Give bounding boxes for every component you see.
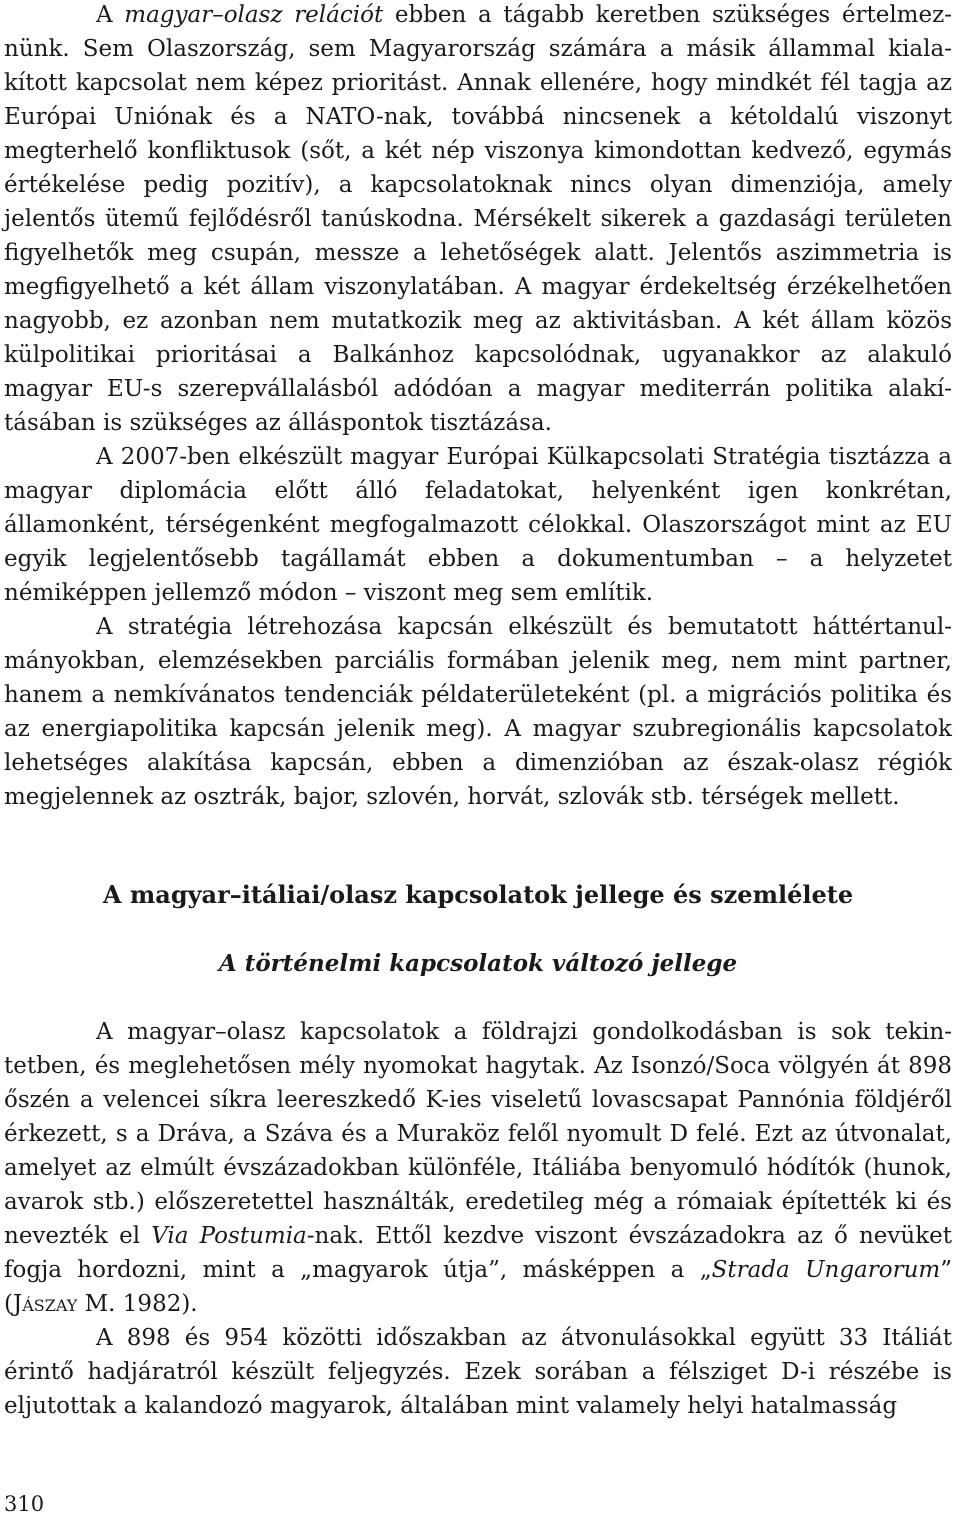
italic-run: Via Postumia xyxy=(151,1223,307,1249)
top-body-text xyxy=(4,0,952,814)
text-run: A 2007-ben elkészült magyar Európai Külkapcsolati Stratégia tisztázza a magyar diplomácia előtt álló feladatokat, helyenként igen konkrétan, államonként, térségenként megfogalmazott célokkal. Olaszországot mint az EU egyik legjelentősebb tagállamát ebben a dokumentumban – a helyzetet némiképpen jellemző módon – viszont meg sem említik. xyxy=(4,444,952,606)
bottom-body-text xyxy=(4,1015,952,1423)
text-run: M. 1982). xyxy=(77,1291,198,1317)
paragraph-1 xyxy=(4,0,952,440)
paragraph-2 xyxy=(4,440,952,610)
section-subheading: A történelmi kapcsolatok változó jellege xyxy=(218,950,738,977)
paragraph-3 xyxy=(4,610,952,814)
text-run: ebben a tágabb keretben szükséges értelmeznünk. Sem Olaszország, sem Magyarország számára a másik állammal kialakított kapcsolat nem képez prioritást. Annak ellenére, hogy mindkét fél tagja az Európai Uniónak és a NATO-nak, továbbá nincsenek a kétoldalú viszonyt megterhelő konfliktusok (sőt, a két nép viszonya kimondottan kedvező, egymás értékelése pedig pozitív), a kapcsolatoknak nincs olyan dimenziója, amely jelentős ütemű fejlődésről tanúskodna. Mérsékelt sikerek a gazdasági területen figyelhetők meg csupán, messze a lehetőségek alatt. Jelentős aszimmetria is megfigyelhető a két állam viszonylatában. A magyar érdekeltség érzékelhetően nagyobb, ez azonban nem mutatkozik meg az aktivitásban. A két állam közös külpolitikai prioritásai a Balkánhoz kapcsolódnak, ugyanakkor az alakuló magyar EU-s szerepvállalásból adódóan a magyar mediterrán politika alakításában is szükséges az álláspontok tisztázása. xyxy=(4,2,952,436)
text-run: A magyar–olasz kapcsolatok a földrajzi gondolkodásban is sok tekintetben, és meglehetősen mély nyomokat hagytak. Az Isonzó/Soca völgyén át 898 őszén a velencei síkra leereszkedő K-ies viseletű lovascsapat Pannónia földjéről érkezett, s a Dráva, a Száva és a Muraköz felől nyomult D felé. Ezt az útvonalat, amelyet az elmúlt évszázadokban különféle, Itáliába benyomuló hódítók (hunok, avarok stb.) előszeretettel használták, eredetileg még a rómaiak építették ki és nevezték el xyxy=(4,1019,952,1249)
paragraph-4 xyxy=(4,1015,952,1321)
text-run: A stratégia létrehozása kapcsán elkészült és bemutatott háttértanulmányokban, elemzésekben parciális formában jelenik meg, nem mint partner, hanem a nemkívánatos tendenciák példaterületeként (pl. a migrációs politika és az energiapolitika kapcsán jelenik meg). A magyar szubregionális kapcsolatok lehetséges alakítása kapcsán, ebben a dimenzióban az észak-olasz régiók megjelennek az osztrák, bajor, szlovén, horvát, szlovák stb. térségek mellett. xyxy=(4,614,952,810)
page-number: 310 xyxy=(4,1492,45,1516)
text-run: ” ( xyxy=(4,1257,952,1317)
section-heading: A magyar–itáliai/olasz kapcsolatok jellege és szemlélete xyxy=(102,880,854,909)
document-page xyxy=(4,0,952,1523)
italic-run: Strada Ungarorum xyxy=(711,1257,941,1283)
text-run: A 898 és 954 közötti időszakban az átvonulásokkal együtt 33 Itáliát érintő hadjáratról készült feljegyzés. Ezek sorában a félsziget D-i részébe is eljutottak a kalandozó magyarok, általában mint valamely helyi hatalmasság xyxy=(4,1325,952,1419)
text-run: A xyxy=(96,2,125,28)
italic-run: magyar–olasz relációt xyxy=(124,2,384,28)
author-small-caps: Jászay xyxy=(12,1291,78,1317)
text-run: -nak. Ettől kezdve viszont évszázadokra az ő nevüket fogja hordozni, mint a „magyarok útja”, másképpen a „ xyxy=(4,1223,953,1283)
paragraph-5 xyxy=(4,1321,952,1423)
